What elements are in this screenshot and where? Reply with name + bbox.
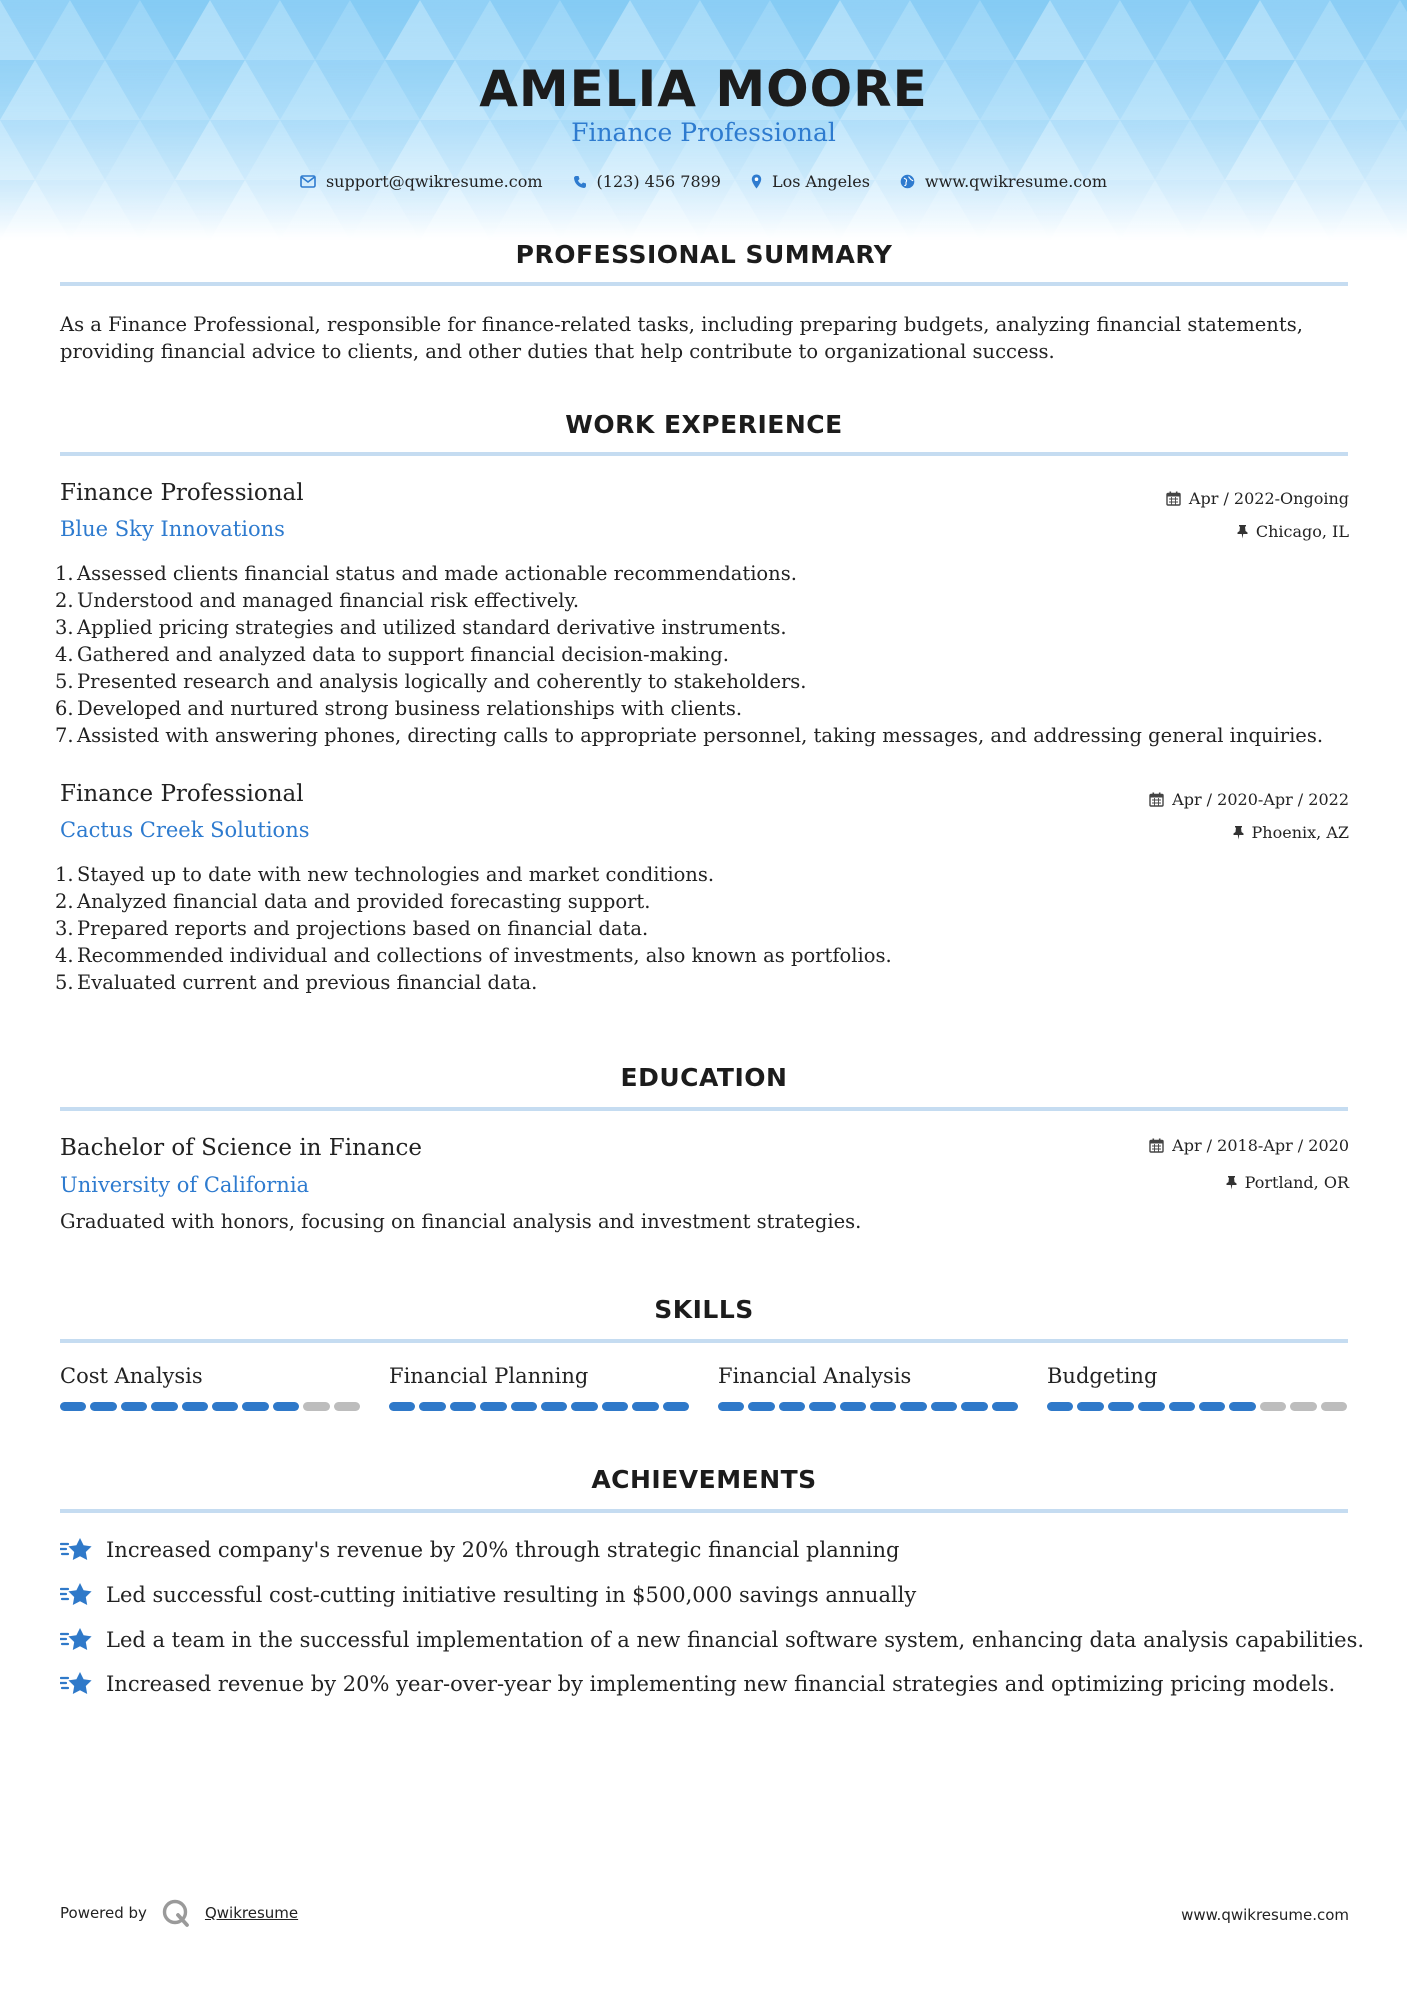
- contact-phone[interactable]: [573, 172, 721, 191]
- contact-row: [0, 172, 1407, 191]
- achievement-text: Led successful cost-cutting initiative resulting in $500,000 savings annually: [106, 1583, 917, 1607]
- skill-segment-filled: [182, 1402, 208, 1411]
- degree-title: Bachelor of Science in Finance: [60, 1135, 422, 1161]
- pushpin-icon: [1226, 1175, 1237, 1190]
- skill-segment-filled: [931, 1402, 957, 1411]
- summary-line: providing financial advice to clients, and other duties that help contribute to organizational success.: [60, 340, 1055, 363]
- skill-segment-filled: [840, 1402, 866, 1411]
- list-item-text: Recommended individual and collections of investments, also known as portfolios.: [77, 944, 892, 967]
- list-item-text: Applied pricing strategies and utilized standard derivative instruments.: [77, 616, 787, 639]
- skill-segment-filled: [1047, 1402, 1073, 1411]
- skill-segment-filled: [242, 1402, 268, 1411]
- skill-segment-filled: [992, 1402, 1018, 1411]
- list-item: [55, 942, 1355, 969]
- skill-segment-filled: [480, 1402, 506, 1411]
- list-item-text: Presented research and analysis logically and coherently to stakeholders.: [77, 670, 807, 693]
- company-name[interactable]: Cactus Creek Solutions: [60, 818, 310, 842]
- skill-segment-filled: [151, 1402, 177, 1411]
- location-text: Los Angeles: [771, 172, 870, 191]
- skill-item: [389, 1364, 689, 1411]
- list-number: 3.: [55, 616, 74, 639]
- skill-segment-filled: [602, 1402, 628, 1411]
- list-item: [55, 668, 1355, 695]
- skill-name: Financial Analysis: [718, 1364, 912, 1388]
- list-item-text: Assisted with answering phones, directing calls to appropriate personnel, taking messages, and addressing general inquiries.: [77, 724, 1324, 747]
- skill-segment-filled: [1108, 1402, 1134, 1411]
- achievement-text: Increased company's revenue by 20% through strategic financial planning: [106, 1538, 900, 1562]
- calendar-icon: [1166, 491, 1181, 506]
- list-number: 5.: [55, 971, 74, 994]
- star-achievement-icon: [60, 1581, 94, 1609]
- section-divider: [60, 1107, 1348, 1111]
- list-item-text: Prepared reports and projections based on financial data.: [77, 917, 649, 940]
- job-location: [1237, 522, 1349, 541]
- list-item-text: Analyzed financial data and provided forecasting support.: [77, 890, 651, 913]
- section-title-experience: WORK EXPERIENCE: [565, 410, 843, 439]
- list-number: 6.: [55, 697, 74, 720]
- achievement-item: [60, 1536, 899, 1564]
- skill-level-bar: [718, 1402, 1018, 1411]
- list-item-text: Assessed clients financial status and made actionable recommendations.: [77, 562, 797, 585]
- qwikresume-link[interactable]: Qwikresume: [204, 1904, 299, 1922]
- star-achievement-icon: [60, 1670, 94, 1698]
- footer-powered-by: [60, 1898, 298, 1928]
- list-item-text: Understood and managed financial risk effectively.: [77, 589, 580, 612]
- skill-segment-filled: [961, 1402, 987, 1411]
- skill-segment-filled: [90, 1402, 116, 1411]
- skill-segment-empty: [1290, 1402, 1316, 1411]
- section-title-summary: PROFESSIONAL SUMMARY: [515, 240, 893, 269]
- skill-item: [718, 1364, 1018, 1411]
- star-achievement-icon: [60, 1536, 94, 1564]
- skill-segment-empty: [1260, 1402, 1286, 1411]
- qwikresume-logo-icon: [161, 1898, 191, 1928]
- skill-segment-filled: [1077, 1402, 1103, 1411]
- list-item: [55, 560, 1355, 587]
- candidate-name: AMELIA MOORE: [479, 60, 928, 118]
- pushpin-icon: [1233, 825, 1244, 840]
- section-title-education: EDUCATION: [620, 1063, 788, 1092]
- list-item-text: Stayed up to date with new technologies and market conditions.: [77, 863, 715, 886]
- achievement-item: [60, 1670, 1335, 1698]
- map-pin-icon: [751, 174, 762, 189]
- skill-segment-empty: [303, 1402, 329, 1411]
- section-title-skills: SKILLS: [654, 1295, 754, 1324]
- job-responsibilities: [55, 861, 1355, 996]
- skill-segment-filled: [121, 1402, 147, 1411]
- skill-segment-filled: [571, 1402, 597, 1411]
- star-achievement-icon: [60, 1626, 94, 1654]
- envelope-icon: [300, 175, 316, 188]
- job-title: Finance Professional: [60, 781, 304, 807]
- achievement-item: [60, 1581, 916, 1609]
- footer-website[interactable]: www.qwikresume.com: [1181, 1906, 1349, 1924]
- skill-segment-filled: [900, 1402, 926, 1411]
- skill-segment-filled: [212, 1402, 238, 1411]
- skill-segment-filled: [541, 1402, 567, 1411]
- achievement-text: Increased revenue by 20% year-over-year by implementing new financial strategies and optimizing pricing models.: [106, 1672, 1336, 1696]
- achievement-item: [60, 1626, 1364, 1654]
- job-location-text: Phoenix, AZ: [1251, 823, 1349, 842]
- job-location: [1233, 823, 1349, 842]
- list-number: 7.: [55, 724, 74, 747]
- skill-segment-filled: [870, 1402, 896, 1411]
- skill-segment-filled: [450, 1402, 476, 1411]
- list-number: 3.: [55, 917, 74, 940]
- summary-text: [60, 311, 1350, 365]
- achievement-text: Led a team in the successful implementation of a new financial software system, enhancing data analysis capabilities.: [106, 1628, 1365, 1652]
- list-item-text: Gathered and analyzed data to support financial decision-making.: [77, 643, 729, 666]
- skill-name: Budgeting: [1047, 1364, 1158, 1388]
- job-responsibilities: [55, 560, 1355, 749]
- phone-text: (123) 456 7899: [596, 172, 721, 191]
- globe-icon: [900, 174, 915, 189]
- skill-name: Financial Planning: [389, 1364, 589, 1388]
- section-divider: [60, 282, 1348, 286]
- company-name[interactable]: Blue Sky Innovations: [60, 517, 285, 541]
- contact-location: [751, 172, 870, 191]
- skill-level-bar: [60, 1402, 360, 1411]
- powered-by-label: Powered by: [60, 1904, 147, 1922]
- list-item: [55, 888, 1355, 915]
- job-dates: [1149, 790, 1349, 809]
- candidate-role: Finance Professional: [571, 118, 836, 147]
- job-title: Finance Professional: [60, 480, 304, 506]
- list-number: 4.: [55, 643, 74, 666]
- skill-item: [60, 1364, 360, 1411]
- skill-segment-filled: [632, 1402, 658, 1411]
- skill-level-bar: [1047, 1402, 1347, 1411]
- education-dates: [1149, 1136, 1349, 1155]
- list-item: [55, 969, 1355, 996]
- job-dates-text: Apr / 2020-Apr / 2022: [1172, 790, 1349, 809]
- section-divider: [60, 1339, 1348, 1343]
- education-location: [1226, 1173, 1349, 1192]
- list-number: 2.: [55, 589, 74, 612]
- skill-segment-filled: [809, 1402, 835, 1411]
- phone-icon: [573, 175, 587, 189]
- skill-segment-filled: [1199, 1402, 1225, 1411]
- list-item: [55, 587, 1355, 614]
- education-dates-text: Apr / 2018-Apr / 2020: [1172, 1136, 1349, 1155]
- skill-segment-filled: [1169, 1402, 1195, 1411]
- section-title-achievements: ACHIEVEMENTS: [591, 1465, 817, 1494]
- job-location-text: Chicago, IL: [1255, 522, 1349, 541]
- section-divider: [60, 452, 1348, 456]
- section-divider: [60, 1509, 1348, 1513]
- skill-item: [1047, 1364, 1347, 1411]
- calendar-icon: [1149, 1138, 1164, 1153]
- job-dates-text: Apr / 2022-Ongoing: [1188, 489, 1349, 508]
- list-number: 4.: [55, 944, 74, 967]
- school-name[interactable]: University of California: [60, 1173, 310, 1197]
- list-item: [55, 722, 1355, 749]
- list-item: [55, 861, 1355, 888]
- skill-segment-empty: [334, 1402, 360, 1411]
- skill-segment-filled: [1229, 1402, 1255, 1411]
- job-dates: [1166, 489, 1349, 508]
- contact-website[interactable]: [900, 172, 1107, 191]
- list-item-text: Developed and nurtured strong business relationships with clients.: [77, 697, 743, 720]
- list-number: 1.: [55, 562, 74, 585]
- skill-segment-filled: [779, 1402, 805, 1411]
- skill-level-bar: [389, 1402, 689, 1411]
- skill-segment-filled: [718, 1402, 744, 1411]
- list-item: [55, 641, 1355, 668]
- skill-name: Cost Analysis: [60, 1364, 203, 1388]
- skill-segment-filled: [1138, 1402, 1164, 1411]
- skill-segment-filled: [748, 1402, 774, 1411]
- pushpin-icon: [1237, 524, 1248, 539]
- email-text: support@qwikresume.com: [325, 172, 543, 191]
- education-description: Graduated with honors, focusing on financial analysis and investment strategies.: [60, 1210, 862, 1233]
- website-text: www.qwikresume.com: [924, 172, 1108, 191]
- list-number: 5.: [55, 670, 74, 693]
- list-item: [55, 614, 1355, 641]
- list-item-text: Evaluated current and previous financial data.: [77, 971, 538, 994]
- contact-email[interactable]: [300, 172, 543, 191]
- skill-segment-filled: [663, 1402, 689, 1411]
- skill-segment-filled: [511, 1402, 537, 1411]
- list-number: 1.: [55, 863, 74, 886]
- calendar-icon: [1149, 792, 1164, 807]
- skill-segment-filled: [273, 1402, 299, 1411]
- list-number: 2.: [55, 890, 74, 913]
- list-item: [55, 915, 1355, 942]
- education-location-text: Portland, OR: [1244, 1173, 1349, 1192]
- list-item: [55, 695, 1355, 722]
- skill-segment-filled: [389, 1402, 415, 1411]
- header-banner: [0, 0, 1407, 240]
- skill-segment-filled: [60, 1402, 86, 1411]
- skill-segment-filled: [419, 1402, 445, 1411]
- summary-line: As a Finance Professional, responsible for finance-related tasks, including preparing budgets, analyzing financial statements,: [60, 313, 1303, 336]
- skill-segment-empty: [1321, 1402, 1347, 1411]
